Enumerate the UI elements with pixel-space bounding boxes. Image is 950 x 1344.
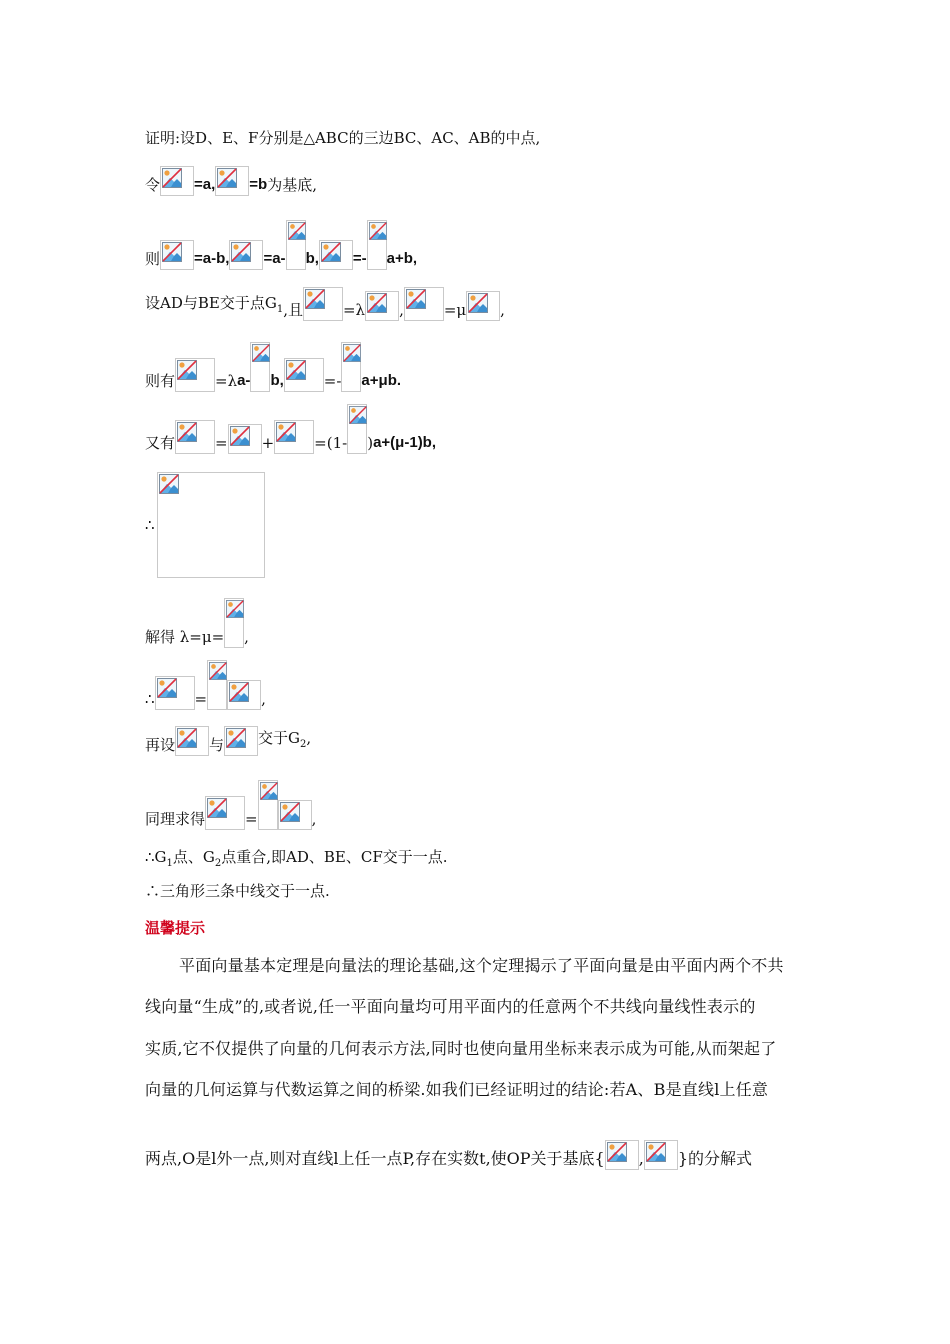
text <box>145 292 283 321</box>
proof-line-5 <box>145 342 401 392</box>
text: , <box>261 690 266 708</box>
broken-image-icon <box>160 166 194 196</box>
text: 证明:设D、E、F分别是△ABC的三边BC、AC、AB的中点, <box>145 129 541 147</box>
broken-image-icon <box>157 472 265 578</box>
broken-image-icon <box>250 342 270 392</box>
proof-line-10 <box>145 726 311 756</box>
text: a- <box>237 372 251 389</box>
text: , <box>306 729 312 747</box>
text: 设AD与BE交于点G <box>145 294 277 312</box>
proof-line-13 <box>145 880 330 902</box>
broken-image-icon <box>229 240 263 270</box>
subscript: 1 <box>166 858 173 869</box>
text: =a- <box>263 250 286 267</box>
text: ) <box>367 434 374 452</box>
text: , <box>399 301 404 319</box>
text: }的分解式 <box>677 1149 752 1168</box>
broken-image-icon <box>278 800 312 830</box>
broken-image-icon <box>605 1140 639 1170</box>
text: = <box>245 810 258 828</box>
text: 再设 <box>145 736 176 754</box>
subscript: 2 <box>300 739 307 750</box>
broken-image-icon <box>274 420 314 454</box>
subscript: 1 <box>276 304 284 315</box>
proof-line-8 <box>145 598 249 648</box>
broken-image-icon <box>347 404 367 454</box>
text: 令 <box>145 176 161 194</box>
text: , <box>311 810 317 828</box>
text: 解得 λ=μ= <box>145 628 225 646</box>
broken-image-icon <box>155 676 195 710</box>
broken-image-icon <box>224 598 244 648</box>
text: =λ <box>215 372 238 390</box>
broken-image-icon <box>160 240 194 270</box>
tip-paragraph-line-5 <box>145 1140 752 1170</box>
broken-image-icon <box>367 220 387 270</box>
text: =λ <box>342 301 366 319</box>
text <box>258 727 311 756</box>
text: 点、G <box>172 848 215 866</box>
broken-image-icon <box>205 796 245 830</box>
text: b, <box>270 372 284 389</box>
broken-image-icon <box>175 358 215 392</box>
tip-paragraph-line-4: 向量的几何运算与代数运算之间的桥梁.如我们已经证明过的结论:若A、B是直线l上任意 <box>145 1080 769 1099</box>
broken-image-icon <box>286 220 306 270</box>
text: 点重合,即AD、BE、CF交于一点. <box>221 848 448 866</box>
text <box>145 846 448 875</box>
broken-image-icon <box>207 660 227 710</box>
text: =(1- <box>314 434 348 452</box>
tip-paragraph-line-3: 实质,它不仅提供了向量的几何表示方法,同时也使向量用坐标来表示成为可能,从而架起了 <box>145 1039 777 1058</box>
broken-image-icon <box>466 291 500 321</box>
text: ∴三角形三条中线交于一点. <box>145 882 330 900</box>
tip-paragraph-line-1: 平面向量基本定理是向量法的理论基础,这个定理揭示了平面向量是由平面内两个不共 <box>179 956 784 975</box>
text: = <box>215 434 228 452</box>
broken-image-icon <box>644 1140 678 1170</box>
text: ∴ <box>145 690 155 708</box>
broken-image-icon <box>175 420 215 454</box>
tip-paragraph-line-2: 线向量“生成”的,或者说,任一平面向量均可用平面内的任意两个不共线向量线性表示的 <box>145 997 756 1016</box>
proof-line-12 <box>145 846 448 875</box>
proof-line-9 <box>145 660 266 710</box>
broken-image-icon <box>224 726 258 756</box>
text: a+b, <box>386 250 418 267</box>
tip-heading: 温馨提示 <box>145 919 206 937</box>
proof-line-1 <box>145 127 540 149</box>
broken-image-icon <box>284 358 324 392</box>
text: a+(μ-1)b, <box>373 434 437 451</box>
text: = <box>194 690 208 708</box>
broken-image-icon <box>228 424 262 454</box>
text: 交于G <box>258 729 301 747</box>
proof-line-3 <box>145 220 417 270</box>
broken-image-icon <box>319 240 353 270</box>
text: =- <box>352 250 367 267</box>
proof-line-4 <box>145 287 505 321</box>
broken-image-icon <box>303 287 343 321</box>
text: =a, <box>194 176 216 193</box>
proof-line-11 <box>145 780 316 830</box>
text: =μ <box>443 301 467 319</box>
proof-line-2 <box>145 166 317 196</box>
text: b, <box>305 250 319 267</box>
text: ,且 <box>283 301 303 319</box>
broken-image-icon <box>404 287 444 321</box>
broken-image-icon <box>227 680 261 710</box>
text: =a-b, <box>194 250 230 267</box>
broken-image-icon <box>175 726 209 756</box>
proof-line-6 <box>145 404 436 454</box>
text: , <box>244 628 249 646</box>
text: a+μb. <box>361 372 402 389</box>
text: 与 <box>209 736 225 754</box>
text: 又有 <box>145 434 176 452</box>
text: 两点,O是l外一点,则对直线l上任一点P,存在实数t,使OP关于基底{ <box>145 1149 605 1168</box>
broken-image-icon <box>365 291 399 321</box>
subscript: 2 <box>214 858 222 869</box>
text: =- <box>323 372 342 390</box>
broken-image-icon <box>215 166 249 196</box>
broken-image-icon <box>341 342 361 392</box>
text: 为基底, <box>267 176 318 194</box>
text: ∴G <box>145 848 167 866</box>
text: ∴ <box>145 516 155 534</box>
text: =b <box>249 176 268 193</box>
text: , <box>638 1149 644 1168</box>
text: 同理求得 <box>145 810 206 828</box>
proof-line-7 <box>145 472 265 578</box>
text: + <box>261 434 275 452</box>
broken-image-icon <box>258 780 278 830</box>
text: 则有 <box>145 372 176 390</box>
text: , <box>500 301 505 319</box>
text: 则 <box>145 250 161 268</box>
